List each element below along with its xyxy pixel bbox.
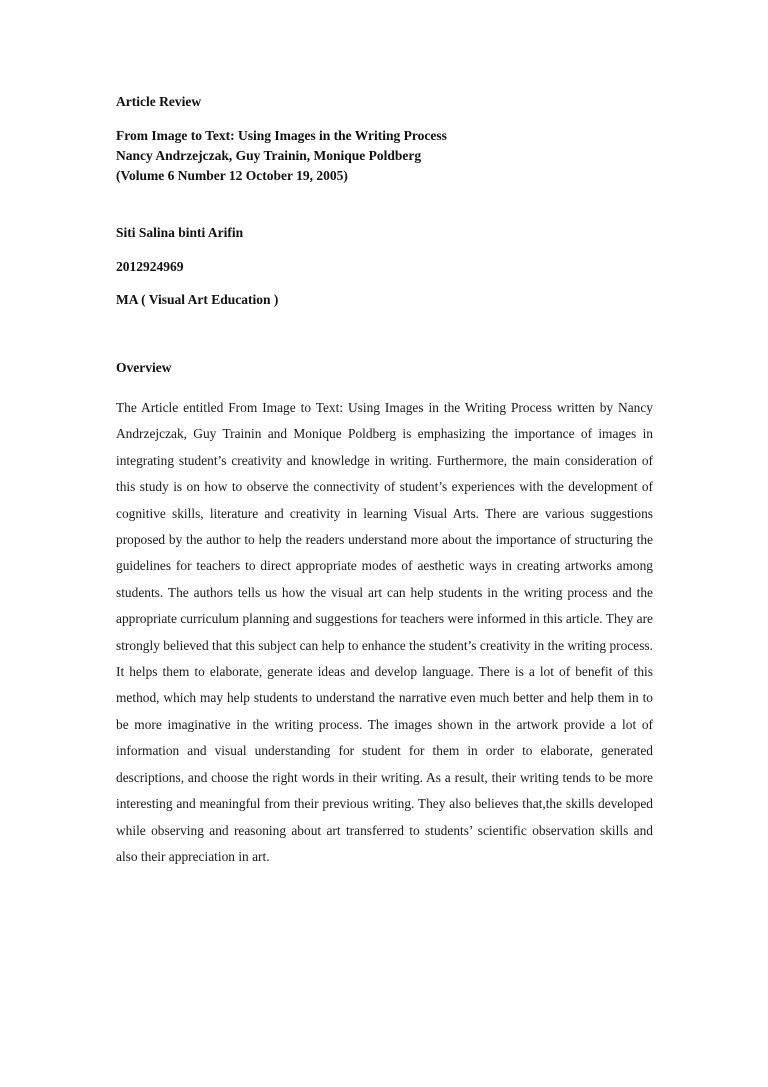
student-name: Siti Salina binti Arifin: [116, 225, 244, 240]
article-title: From Image to Text: Using Images in the Writing Process: [116, 128, 447, 143]
overview-heading: Overview: [116, 360, 172, 375]
article-citation: [116, 126, 653, 186]
article-volume: (Volume 6 Number 12 October 19, 2005): [116, 168, 348, 183]
student-program: MA ( Visual Art Education ): [116, 292, 279, 307]
doc-type-label: Article Review: [116, 94, 202, 109]
overview-paragraph: The Article entitled From Image to Text: Using Images in the Writing Process written by Nancy Andrzejczak, Guy Trainin and Monique Poldberg is emphasizing the importance of images in integrating student’s creativity and knowledge in writing. Furthermore, the main consideration of this study is on how to observe the connectivity of student’s experiences with the development of cognitive skills, literature and creativity in learning Visual Arts. There are various suggestions proposed by the author to help the readers understand more about the importance of structuring the guidelines for teachers to direct appropriate modes of aesthetic ways in creating artworks among students. The authors tells us how the visual art can help students in the writing process and the appropriate curriculum planning and suggestions for teachers were informed in this article. They are strongly believed that this subject can help to enhance the student’s creativity in the writing process. It helps them to elaborate, generate ideas and develop language. There is a lot of benefit of this method, which may help students to understand the narrative even much better and help them in to be more imaginative in the writing process. The images shown in the artwork provide a lot of information and visual understanding for student for them in order to elaborate, generated descriptions, and choose the right words in their writing. As a result, their writing tends to be more interesting and meaningful from their previous writing. They also believes that,the skills developed while observing and reasoning about art transferred to students’ scientific observation skills and also their appreciation in art.: [116, 400, 653, 864]
student-id: 2012924969: [116, 259, 184, 274]
article-authors: Nancy Andrzejczak, Guy Trainin, Monique Poldberg: [116, 148, 422, 163]
